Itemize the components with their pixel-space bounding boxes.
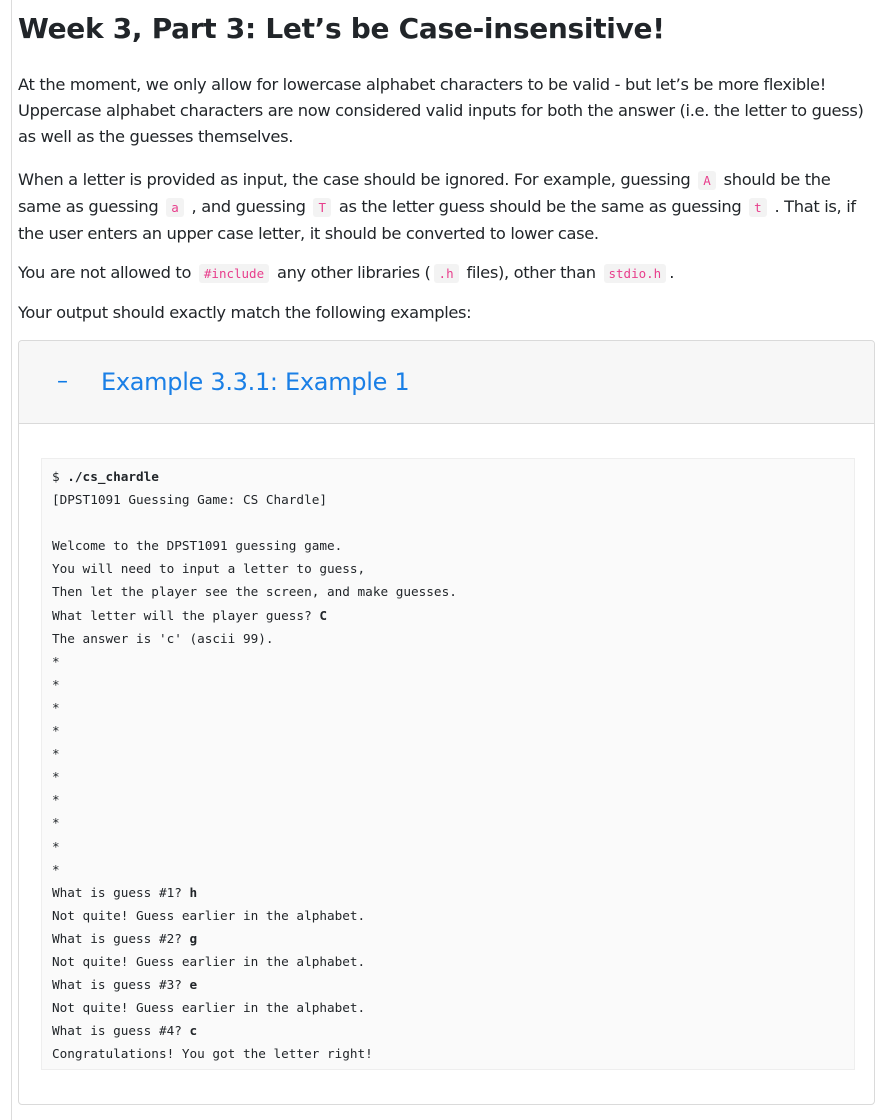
case-text-2: should be the same as guessing	[18, 170, 831, 216]
terminal-line: [DPST1091 Guessing Game: CS Chardle]	[52, 492, 327, 508]
libraries-paragraph	[18, 260, 878, 287]
terminal-line: Welcome to the DPST1091 guessing game.	[52, 538, 343, 554]
terminal-user-input: C	[319, 607, 327, 623]
code-upper-a: A	[698, 171, 716, 190]
terminal-prompt: What is guess #3?	[52, 977, 190, 993]
terminal-prompt: What is guess #2?	[52, 930, 190, 946]
case-text-3: , and guessing	[191, 197, 306, 216]
terminal-line: *	[52, 746, 60, 762]
terminal-output	[41, 458, 855, 1070]
terminal-user-input: e	[189, 977, 198, 993]
code-include: #include	[199, 264, 269, 283]
example-title[interactable]: Example 3.3.1: Example 1	[101, 368, 410, 396]
terminal-line: Congratulations! You got the letter right!	[52, 1046, 373, 1062]
examples-intro: Your output should exactly match the following examples:	[18, 303, 472, 322]
terminal-line: *	[52, 653, 60, 669]
terminal-line	[52, 927, 844, 950]
terminal-prompt: $	[52, 469, 68, 484]
case-paragraph	[18, 167, 878, 247]
terminal-prompt: What letter will the player guess?	[52, 607, 320, 623]
code-lower-a: a	[166, 198, 184, 217]
code-stdio: stdio.h	[604, 264, 667, 283]
code-upper-t: T	[313, 198, 331, 217]
left-border	[11, 0, 12, 1120]
lib-text-1: You are not allowed to	[18, 263, 192, 282]
case-text-5: . That is, if the user enters an upper case letter, it should be converted to lower case.	[18, 197, 856, 243]
terminal-line: *	[52, 861, 60, 877]
terminal-user-input: h	[189, 884, 198, 900]
intro-paragraph: At the moment, we only allow for lowercase alphabet characters to be valid - but let’s be more flexible! Uppercase alphabet characters are now considered valid inputs for both the answer (i.e. the letter to guess) as well as the guesses themselves.	[18, 75, 864, 146]
terminal-line	[52, 973, 844, 996]
terminal-line: Not quite! Guess earlier in the alphabet.	[52, 907, 366, 923]
terminal-prompt: What is guess #4?	[52, 1023, 190, 1039]
terminal-line	[52, 1019, 844, 1042]
terminal-user-input: c	[189, 1023, 198, 1039]
terminal-user-input: ./cs_chardle	[67, 469, 159, 484]
case-text-1: When a letter is provided as input, the case should be ignored. For example, guessing	[18, 170, 691, 189]
lib-text-2: any other libraries (	[276, 263, 431, 282]
terminal-line	[52, 604, 844, 627]
terminal-line: You will need to input a letter to guess,	[52, 561, 366, 577]
example-card	[18, 340, 875, 1105]
terminal-line	[52, 881, 844, 904]
lib-text-3: files), other than	[466, 263, 596, 282]
lib-text-4: .	[669, 263, 675, 282]
terminal-line: Then let the player see the screen, and make guesses.	[52, 584, 457, 600]
code-lower-t: t	[749, 198, 767, 217]
terminal-line: Not quite! Guess earlier in the alphabet.	[52, 953, 366, 969]
terminal-line	[52, 511, 844, 534]
terminal-line: *	[52, 815, 60, 831]
example-header[interactable]	[19, 341, 874, 424]
terminal-line: The answer is 'c' (ascii 99).	[52, 630, 274, 646]
terminal-line	[52, 465, 844, 488]
terminal-line: Not quite! Guess earlier in the alphabet.	[52, 1000, 366, 1016]
terminal-line: *	[52, 676, 60, 692]
code-h: .h	[434, 264, 459, 283]
case-text-4: as the letter guess should be the same as guessing	[338, 197, 742, 216]
terminal-line: *	[52, 723, 60, 739]
collapse-icon[interactable]: –	[57, 369, 68, 394]
terminal-line: *	[52, 838, 60, 854]
terminal-user-input: g	[189, 930, 198, 946]
terminal-line: *	[52, 792, 60, 808]
terminal-line: *	[52, 699, 60, 715]
terminal-prompt: What is guess #1?	[52, 884, 190, 900]
page-title: Week 3, Part 3: Let’s be Case-insensitive!	[18, 12, 665, 45]
terminal-line: *	[52, 769, 60, 785]
